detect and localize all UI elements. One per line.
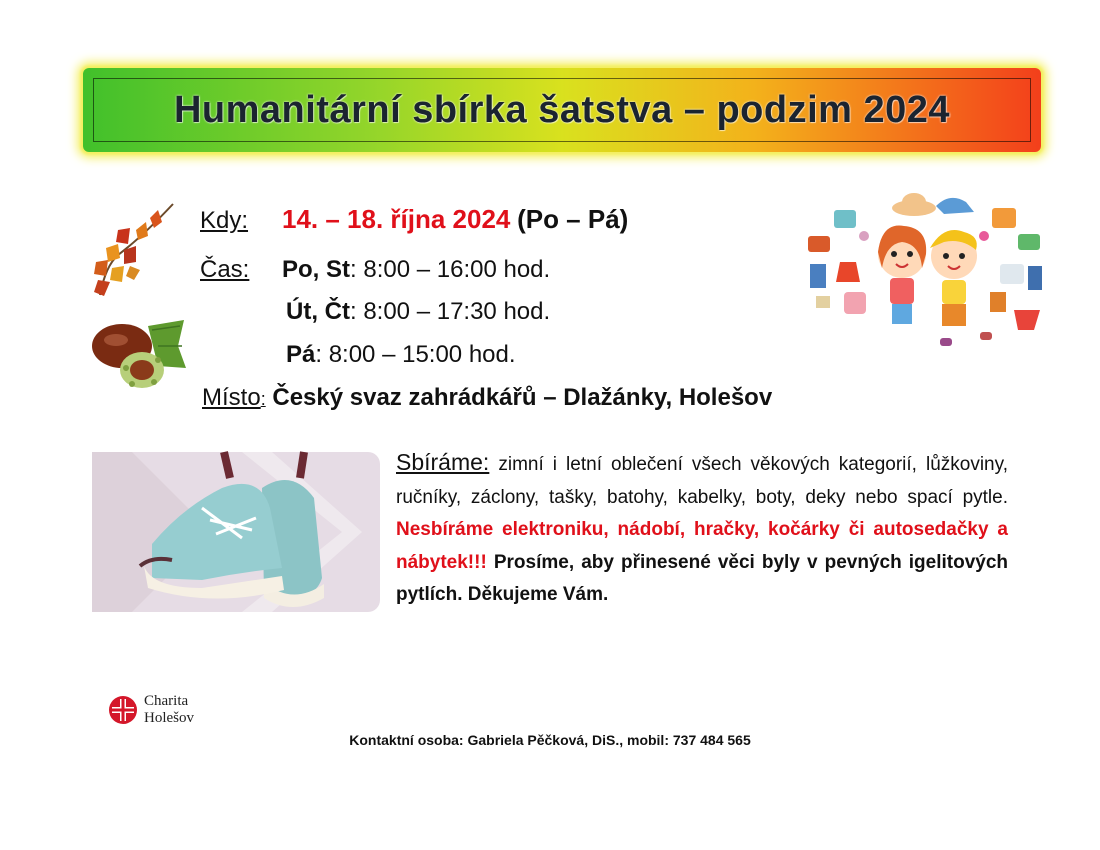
place-value: Český svaz zahrádkářů – Dlažánky, Holešov	[272, 384, 773, 411]
time-days: Pá	[286, 341, 316, 368]
page-title: Humanitární sbírka šatstva – podzim 2024	[173, 88, 951, 131]
kids-clothes-illustration	[804, 192, 1044, 368]
charita-cross-icon	[108, 695, 138, 725]
time-label: Čas:	[200, 256, 250, 283]
collect-text: zimní i letní oblečení všech věkových kategorií, lůžkoviny, ručníky, záclony, tašky, batohy, kabelky, boty, deky nebo spací pytle.	[396, 454, 1008, 508]
logo-line-1: Charita	[144, 693, 189, 709]
logo-line-2: Holešov	[144, 710, 194, 726]
when-label: Kdy:	[200, 207, 249, 234]
chestnuts-icon	[88, 316, 188, 392]
title-frame	[93, 78, 1031, 142]
collection-paragraph	[396, 446, 1008, 612]
collect-closing: Prosíme, aby přinesené věci byly v pevných igelitových pytlích. Děkujeme Vám.	[396, 551, 1008, 605]
time-hours: : 8:00 – 15:00 hod.	[315, 341, 516, 368]
time-hours: : 8:00 – 16:00 hod.	[350, 256, 551, 283]
contact-line: Kontaktní osoba: Gabriela Pěčková, DiS., mobil: 737 484 565	[349, 732, 751, 748]
time-days: Út, Čt	[286, 298, 350, 325]
collect-warning: Nesbíráme elektroniku, nádobí, hračky, kočárky či autosedačky a nábytek!!!	[396, 519, 1008, 573]
place-label: Místo	[202, 384, 261, 411]
time-row-2	[286, 298, 550, 326]
title-banner	[83, 68, 1041, 152]
collect-lead: Sbíráme:	[396, 449, 490, 475]
sneakers-illustration	[92, 448, 382, 614]
when-dates: 14. – 18. října 2024	[282, 204, 511, 234]
when-days: (Po – Pá)	[517, 204, 629, 234]
place-colon: :	[260, 389, 266, 409]
place-row	[202, 384, 772, 412]
when-row	[200, 204, 628, 235]
time-row-3	[286, 341, 516, 369]
charita-logo	[108, 693, 194, 727]
time-row-1	[200, 256, 550, 284]
time-days: Po, St	[282, 256, 351, 283]
time-hours: : 8:00 – 17:30 hod.	[349, 298, 551, 325]
autumn-leaves-icon	[88, 200, 178, 300]
